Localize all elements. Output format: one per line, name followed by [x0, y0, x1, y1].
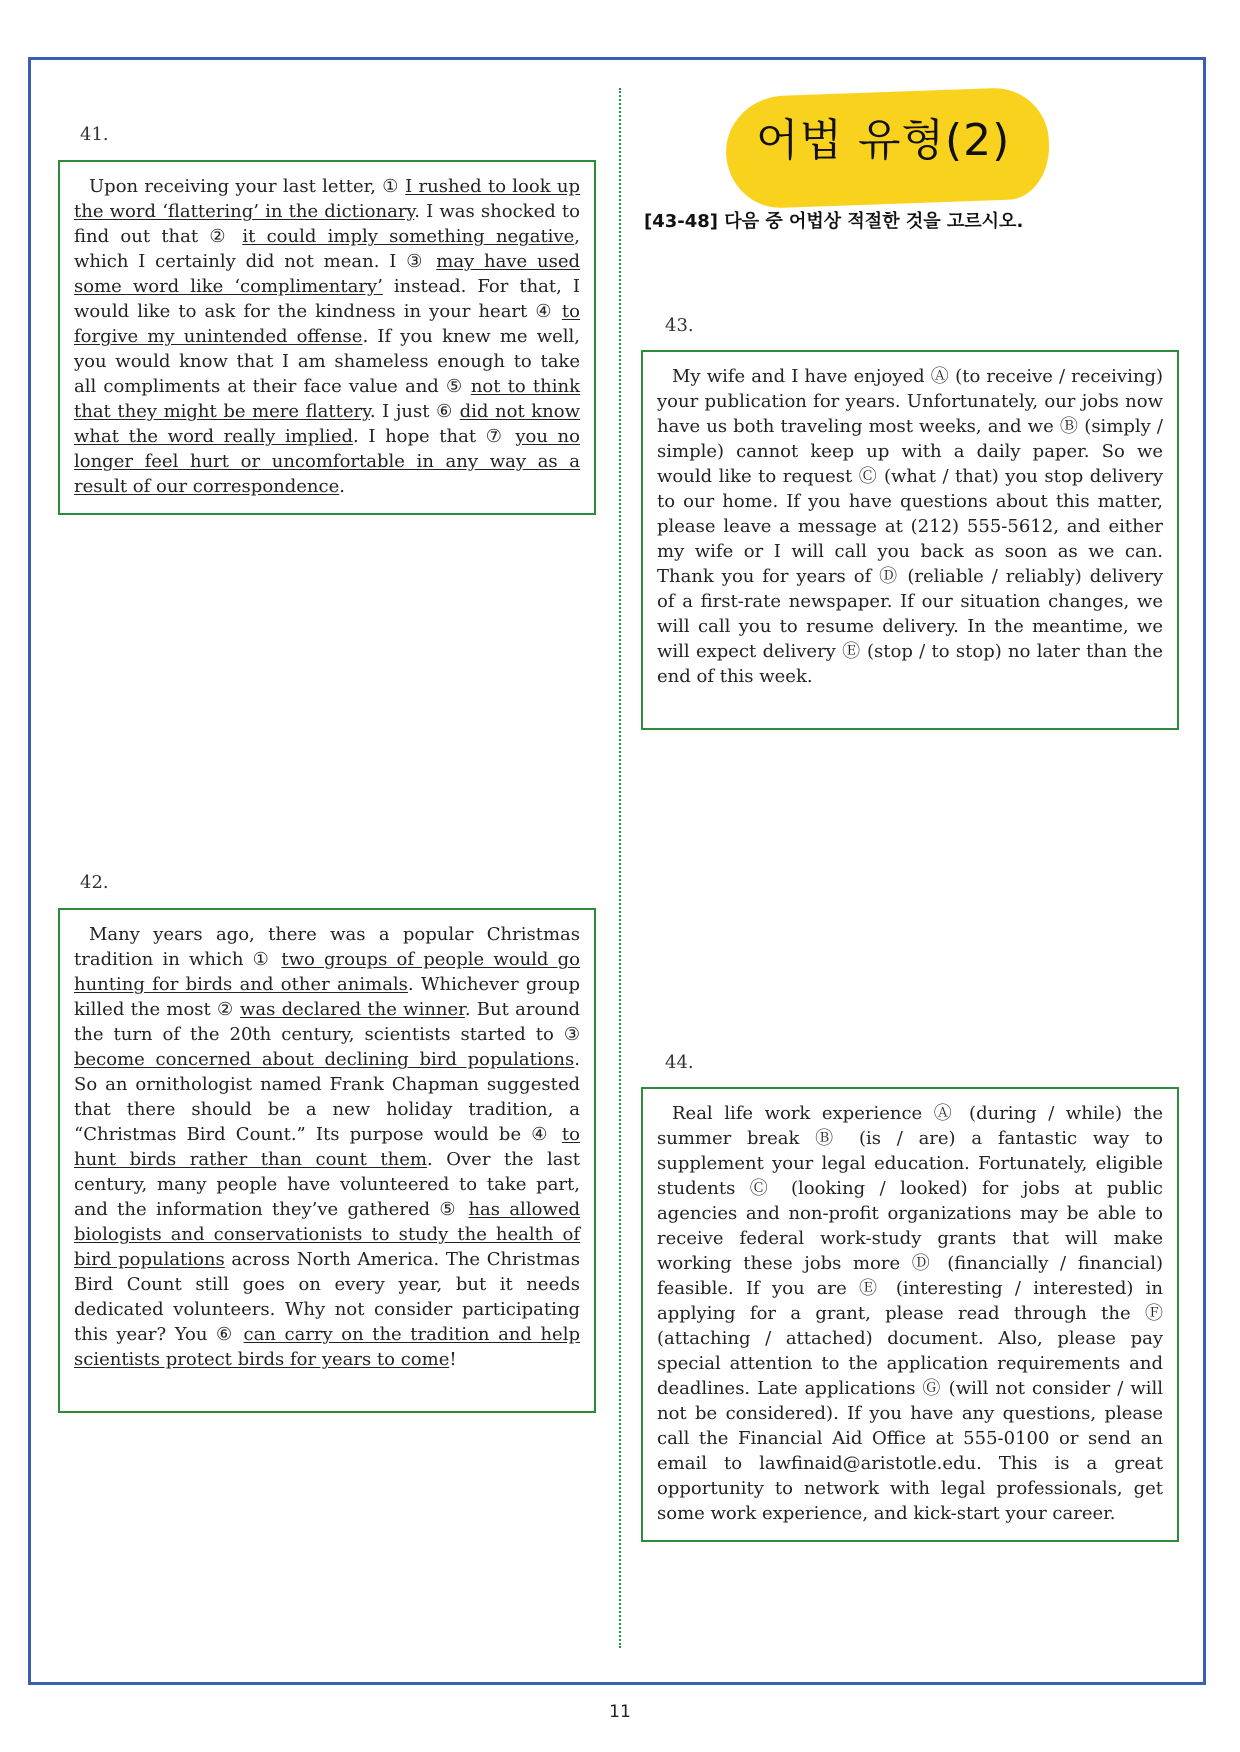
question-42-number: 42.: [80, 872, 109, 893]
q41-underlined-option-7: you no longer feel hurt or uncomfortable in any way as a result of our correspondence: [74, 426, 580, 497]
column-divider: [619, 88, 621, 1648]
page-title: 어법 유형(2): [756, 115, 1011, 166]
q42-segment: . But around the turn of the 20th century, scientists started to ③: [74, 999, 581, 1045]
q41-segment: . I hope that ⑦: [353, 426, 516, 447]
question-44-number: 44.: [665, 1052, 694, 1073]
q41-segment: . I was shocked to find out that ②: [74, 201, 580, 247]
question-43-text: My wife and I have enjoyed Ⓐ (to receive / receiving) your publication for years. Unfortunately, our jobs now have us both traveling most weeks, and we Ⓑ (simply / simple) cannot keep up with a daily paper. So we would like to request Ⓒ (what / that) you stop delivery to our home. If you have questions about this matter, please leave a message at (212) 555-5612, and either my wife or I will call you back as soon as we can. Thank you for years of Ⓓ (reliable / reliably) delivery of a first-rate newspaper. If our situation changes, we will call you to resume delivery. In the meantime, we will expect delivery Ⓔ (stop / to stop) no later than the end of this week.: [657, 366, 1163, 687]
page-number: 11: [609, 1702, 631, 1722]
q41-underlined-option-3: may have used some word like ‘complimentary’: [74, 251, 581, 297]
question-43-passage: [641, 350, 1179, 730]
q41-underlined-option-2: it could imply something negative: [242, 226, 575, 247]
q41-underlined-option-1: I rushed to look up the word ‘flattering’ in the dictionary: [74, 176, 580, 222]
question-42-text: [74, 922, 580, 1372]
q42-segment: . Whichever group killed the most ②: [74, 974, 580, 1020]
q41-underlined-option-5: not to think that they might be mere flattery: [74, 376, 580, 422]
question-44-passage: [641, 1087, 1179, 1542]
q42-underlined-option-3: become concerned about declining bird populations: [74, 1049, 575, 1070]
question-41-number: 41.: [80, 124, 109, 145]
q42-underlined-option-6: can carry on the tradition and help scientists protect birds for years to come: [74, 1324, 580, 1370]
q41-segment: . If you knew me well, you would know that I am shameless enough to take all compliments at their face value and ⑤: [74, 326, 581, 397]
q41-segment: .: [339, 476, 345, 497]
q42-segment: . So an ornithologist named Frank Chapman suggested that there should be a new holiday tradition, a “Christmas Bird Count.” Its purpose would be ④: [74, 1049, 580, 1145]
q42-segment: !: [449, 1349, 457, 1370]
question-41-passage: [58, 160, 596, 515]
question-44-text: Real life work experience Ⓐ (during / while) the summer break Ⓑ (is / are) a fantastic way to supplement your legal education. Fortunately, eligible students Ⓒ (looking / looked) for jobs at public agencies and non-profit organizations may be able to receive federal work-study grants that will make working these jobs more Ⓓ (financially / financial) feasible. If you are Ⓔ (interesting / interested) in applying for a grant, please read through the Ⓕ (attaching / attached) document. Also, please pay special attention to the application requirements and deadlines. Late applications Ⓖ (will not consider / will not be considered). If you have any questions, please call the Financial Aid Office at 555-0100 or send an email to lawfinaid@aristotle.edu. This is a great opportunity to network with legal professionals, get some work experience, and kick-start your career.: [657, 1103, 1163, 1524]
question-42-passage: [58, 908, 596, 1413]
question-43-number: 43.: [665, 315, 694, 336]
section-instruction: [43-48] 다음 중 어법상 적절한 것을 고르시오.: [644, 211, 1024, 232]
q41-segment: . I just ⑥: [369, 401, 460, 422]
q41-segment: instead. For that, I would like to ask for the kindness in your heart ④: [74, 276, 581, 322]
q42-underlined-option-4: to hunt birds rather than count them: [74, 1124, 580, 1170]
q42-segment: across North America. The Christmas Bird Count still goes on every year, but it needs dedicated volunteers. Why not consider participating this year? You ⑥: [74, 1249, 580, 1345]
q42-underlined-option-2: was declared the winner: [239, 999, 465, 1020]
q42-segment: . Over the last century, many people have volunteered to take part, and the information they’ve gathered ⑤: [74, 1149, 580, 1220]
q41-segment: , which I certainly did not mean. I ③: [74, 226, 580, 272]
q42-underlined-option-5: has allowed biologists and conservationists to study the health of bird populations: [74, 1199, 580, 1270]
q41-segment: Upon receiving your last letter, ①: [89, 176, 406, 197]
q41-underlined-option-4: to forgive my unintended offense: [74, 301, 580, 347]
q42-underlined-option-1: two groups of people would go hunting for birds and other animals: [74, 949, 580, 995]
q41-underlined-option-6: did not know what the word really implied: [74, 401, 580, 447]
question-41-text: [74, 174, 580, 499]
q42-segment: Many years ago, there was a popular Christmas tradition in which ①: [74, 924, 580, 970]
